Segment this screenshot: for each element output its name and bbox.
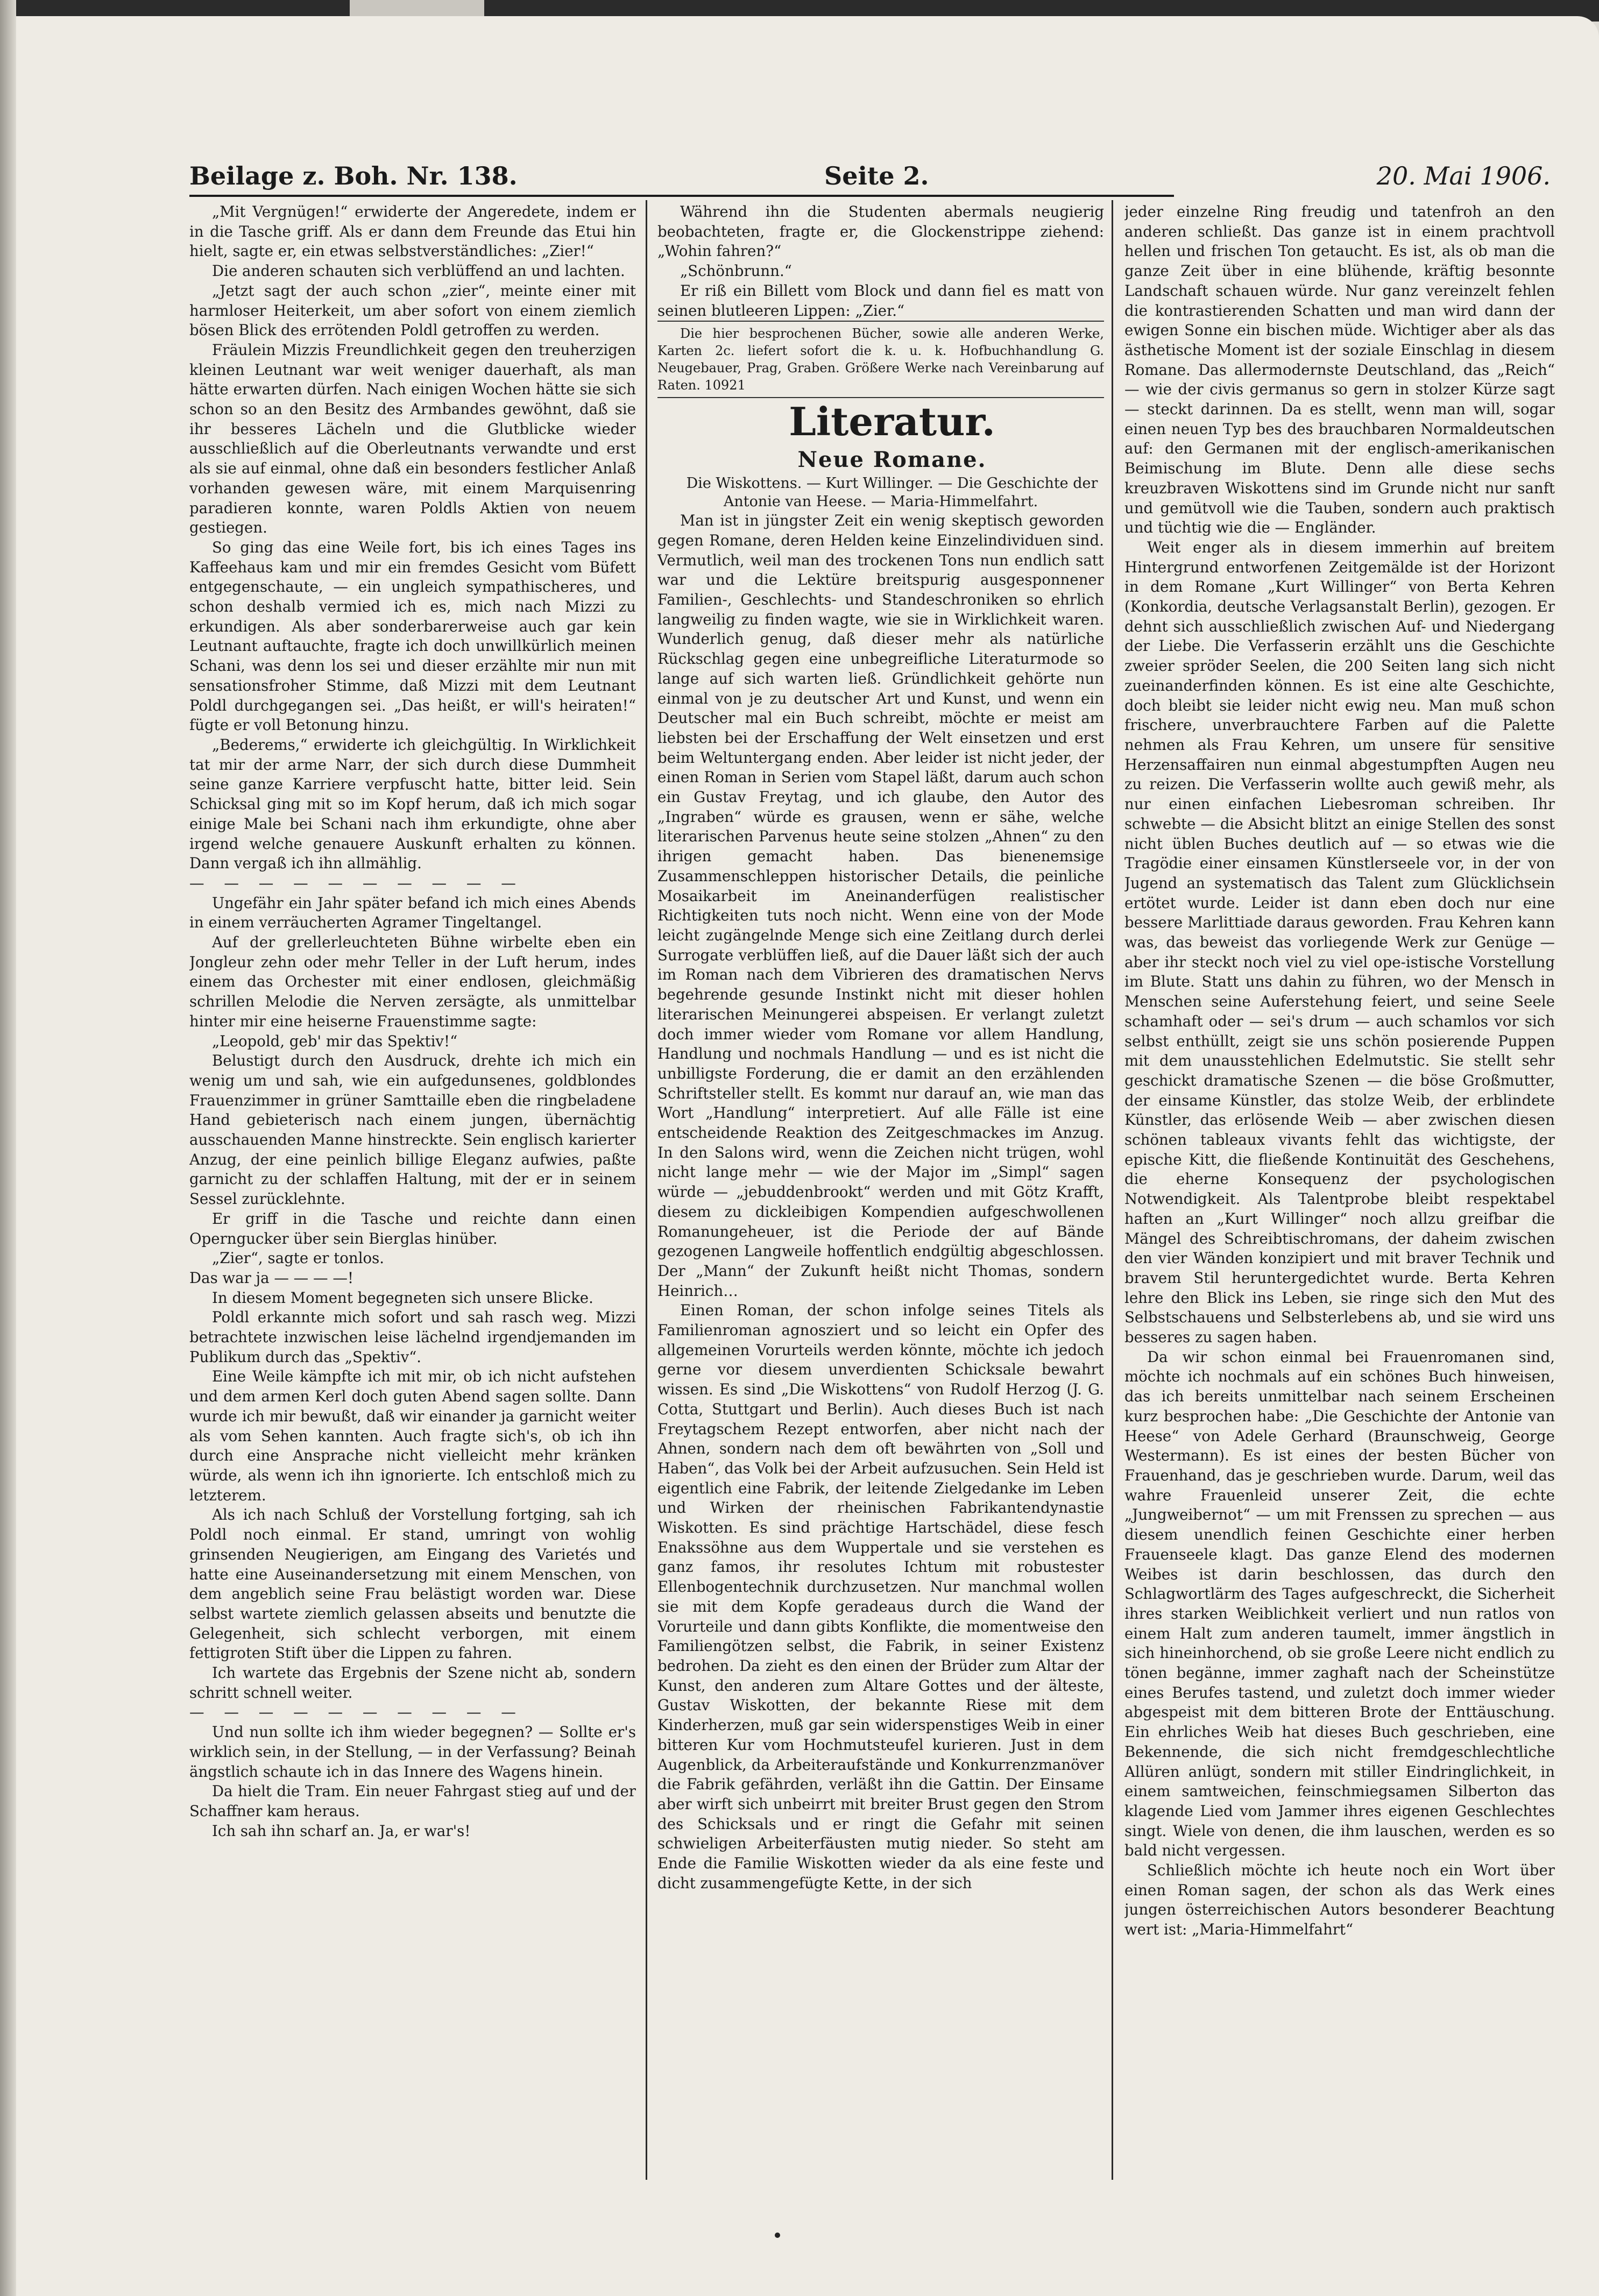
column-feuilleton — [189, 202, 636, 2263]
paragraph: Während ihn die Studenten abermals neugierig beobachteten, fragte er, die Glockenstrippe ziehend: „Wohin fahren?“ — [657, 203, 1104, 260]
column-literature — [657, 202, 1104, 2263]
paragraph: „Bederems,“ erwiderte ich gleichgültig. In Wirklichkeit tat mir der arme Narr, der sich durch diese Dummheit seine ganze Karriere verpfuscht hatte, bitter leid. Sein Schicksal ging mit so im Kopf herum, daß ich mich sogar einige Male bei Schani nach ihm erkundigte, ohne aber irgend welche genauere Auskunft erhalten zu können. Dann vergaß ich ihn allmählig. — [189, 735, 636, 873]
header-date: 20. Mai 1906. — [1376, 161, 1551, 190]
paragraph: Er riß ein Billett vom Block und dann fiel es matt von seinen blutleeren Lippen: „Zier.“ — [657, 281, 1104, 320]
paragraph: In diesem Moment begegneten sich unsere Blicke. — [212, 1288, 593, 1307]
print-speck — [775, 2233, 780, 2238]
paragraph: jeder einzelne Ring freudig und tatenfroh an den anderen schließt. Das ganze ist in einem prachtvoll hellen und frischen Ton getaucht. Es ist, als ob man die ganze Zeit über in eine blühende, kräftig besonnte Landschaft schauen würde. Nur ganz vereinzelt fehlen die kontrastierenden Schatten und man wird dann der ewigen Sonne ein bischen müde. Wichtiger aber als das ästhetische Moment ist der soziale Einschlag in diesem Romane. Das allermodernste Deutschland, das „Reich“ — wie der civis germanus so gern in stolzer Kürze sagt — steckt darinnen. Da es stellt, wenn man will, sogar einen neuen Typ bes des brauchbaren Normaldeutschen auf: den Germanen mit der englisch-amerikanischen Beimischung im Blute. Denn alle diese sechs kreuzbraven Wiskottens sind im Grunde nicht nur sanft und gemütvoll wie die Tauben, sondern auch praktisch und tüchtig wie die — Engländer. — [1124, 203, 1555, 537]
paragraph: Ungefähr ein Jahr später befand ich mich eines Abends in einem verräucherten Agramer Tingeltangel. — [189, 894, 636, 932]
paragraph: „Mit Vergnügen!“ erwiderte der Angeredete, indem er in die Tasche griff. Als er dann dem Freunde das Etui hin hielt, sagte er, ein etwas selbstverständliches: „Zier!“ — [189, 203, 636, 260]
paragraph: „Schönbrunn.“ — [680, 262, 792, 280]
paragraph: Da wir schon einmal bei Frauenromanen sind, möchte ich nochmals auf ein schönes Buch hinweisen, das ich bereits unmittelbar nach seinem Erscheinen kurz besprochen habe: „Die Geschichte der Antonie van Heese“ von Adele Gerhard (Braunschweig, George Westermann). Es ist eines der besten Bücher von Frauenhand, das je geschrieben wurde. Darum, weil das wahre Frauenleid unserer Zeit, die echte „Jungweibernot“ — um mit Frenssen zu sprechen — aus diesem unendlich feinen Geschichte einer herben Frauenseele klagt. Das ganze Elend des modernen Weibes ist darin beschlossen, das durch den Schlagwortlärm des Tages aufgeschreckt, die Sicherheit ihres starken Weiblichkeit verliert und nun ratlos von einem Halt zum anderen taumelt, immer ängstlich in sich hineinhorchend, ob sie große Leere nicht endlich zu tönen begänne, immer zaghaft nach der Scheinstütze eines Berufes tastend, und zuletzt doch immer wieder abgespeist mit dem bitteren Brote der Enttäuschung. Ein ehrliches Weib hat dieses Buch geschrieben, eine Bekennende, die sich nicht fremdgeschlechtliche Allüren anlügt, sondern mit stiller Eindringlichkeit, in einem samtweichen, feinschmiegsamen Silberton das klagende Lied vom Jammer ihres eigenen Geschlechtes singt. Wiele von denen, die ihm lauschen, werden es so bald nicht vergessen. — [1124, 1348, 1555, 1860]
header-page-number: Seite 2. — [824, 161, 929, 190]
paragraph: Ich wartete das Ergebnis der Szene nicht ab, sondern schritt schnell weiter. — [189, 1664, 636, 1702]
column-literature-continued — [1124, 202, 1555, 2263]
paragraph: Ich sah ihn scharf an. Ja, er war's! — [212, 1822, 471, 1840]
paragraph: Auf der grellerleuchteten Bühne wirbelte eben ein Jongleur zehn oder mehr Teller in der Luft herum, indes einem das Orchester mit einer endlosen, gleichmäßig schrillen Melodie die Nerven zersägte, als unmittelbar hinter mir eine heiserne Frauenstimme sagte: — [189, 933, 636, 1030]
paragraph: Die anderen schauten sich verblüffend an und lachten. — [212, 262, 625, 280]
paragraph: Er griff in die Tasche und reichte dann einen Operngucker über sein Bierglas hinüber. — [189, 1209, 636, 1248]
paragraph: Da hielt die Tram. Ein neuer Fahrgast stieg auf und der Schaffner kam heraus. — [189, 1782, 636, 1820]
paragraph: So ging das eine Weile fort, bis ich eines Tages ins Kaffeehaus kam und mir ein fremdes Gesicht vom Büfett entgegenschaute, — ein ungleich sympathischeres, und schon deshalb vermied ich es, mich nach Mizzi zu erkundigen. Als aber sonderbarerweise auch gar kein Leutnant auftauchte, fragte ich doch unwillkürlich meinen Schani, was denn los sei und dieser erzählte mir nun mit sensationsfroher Stimme, daß Mizzi mit dem Leutnant Poldl durchgegangen sei. „Das heißt, er will's heiraten!“ fügte er voll Betonung hinzu. — [189, 538, 636, 734]
column-divider-1 — [646, 200, 647, 2180]
paragraph: Man ist in jüngster Zeit ein wenig skeptisch geworden gegen Romane, deren Helden keine Einzelindividuen sind. Vermutlich, weil man des trockenen Tons nun endlich satt war und die Lektüre breitspurig ausgesponnener Familien-, Geschlechts- und Standeschroniken so ehrlich langweilig zu finden wagte, wie sie in Wirklichkeit waren. Wunderlich genug, daß dieser mehr als natürliche Rückschlag gegen eine unbegreifliche Literaturmode so lange auf sich warten ließ. Gründlichkeit gehörte nun einmal von je zu deutscher Art und Kunst, und wenn ein Deutscher mal ein Buch schreibt, möchte er meist am liebsten bei der Erschaffung der Welt einsetzen und erst beim Weltuntergang enden. Aber leider ist nicht jeder, der einen Roman in Serien vom Stapel läßt, darum auch schon ein Gustav Freytag, und ich glaube, den Autor des „Ingraben“ würde es grausen, wenn er sähe, welche literarischen Parvenus heute seine stolzen „Ahnen“ zu den ihrigen gemacht haben. Das bienenemsige Zusammenschleppen historischer Details, die peinliche Mosaikarbeit im Aneinanderfügen realistischer Richtigkeiten tuts noch nicht. Wenn eine von der Mode leicht zugängelnde Menge sich eine Zeitlang durch derlei Surrogate verblüffen ließ, auf die Dauer läßt sich der auch im Roman nach dem Vibrieren des dramatischen Nervs begehrende gesunde Instinkt nicht mit dieser hohlen literarischen Meinungerei abspeisen. Er verlangt zuletzt doch immer wieder vom Romane vor allem Handlung, Handlung und nochmals Handlung — und es ist nicht die unbilligste Forderung, die er damit an den erzählenden Schriftsteller stellt. Es kommt nur darauf an, wie man das Wort „Handlung“ interpretiert. Auf alle Fälle ist eine entscheidende Reaktion des Zeitgeschmackes im Anzug. In den Salons wird, wenn die Zeichen nicht trügen, wohl nicht lange mehr — wie der Major im „Simpl“ sagen würde — „jebuddenbrookt“ werden und mit Götz Krafft, diesem zu dickleibigen Kompendien aufgeschwollenen Romanungeheuer, ist die Periode der auf Bände gezogenen Langweile hoffentlich endgültig abgeschlossen. Der „Mann“ der Zukunft heißt nicht Thomas, sondern Heinrich… — [657, 512, 1104, 1300]
page-header — [189, 161, 1551, 199]
paragraph: Und nun sollte ich ihm wieder begegnen? — Sollte er's wirklich sein, in der Stellung, — in der Verfassung? Beinah ängstlich schaute ich in das Innere des Wagens hinein. — [189, 1723, 636, 1781]
paragraph: „Leopold, geb' mir das Spektiv!“ — [212, 1032, 458, 1050]
paragraph: „Jetzt sagt der auch schon „zier“, meinte einer mit harmloser Heiterkeit, um aber sofort von einem ziemlich bösen Blick des errötenden Poldl getroffen zu werden. — [189, 281, 636, 339]
header-rule — [189, 195, 1174, 197]
section-break: — — — — — — — — — — — [189, 874, 523, 892]
paragraph: „Zier“, sagte er tonlos. — [212, 1249, 385, 1267]
section-break: — — — — — — — — — — — [189, 1703, 523, 1721]
paragraph: Weit enger als in diesem immerhin auf breitem Hintergrund entworfenen Zeitgemälde ist der Horizont in dem Romane „Kurt Willinger“ von Berta Kehren (Konkordia, deutsche Verlagsanstalt Berlin), gezogen. Er dehnt sich ausschließlich zwischen Auf- und Niedergang der Liebe. Die Verfasserin erzählt uns die Geschichte zweier spröder Seelen, die 200 Seiten lang sich nicht zueinanderfinden können. Es ist eine alte Geschichte, doch bleibt sie leider nicht ewig neu. Man muß schon frischere, unverbrauchtere Farben auf die Palette nehmen als Frau Kehren, um unsere für sensitive Herzensaffairen nun einmal abgestumpften Augen neu zu reizen. Die Verfasserin wollte auch gewiß mehr, als nur einen einfachen Liebesroman schreiben. Ihr schwebte — die Absicht blitzt an einige Stellen des sonst nicht üblen Buches deutlich auf — so etwas wie die Tragödie einer einsamen Künstlerseele vor, in der von Jugend an systematisch das Talent zum Glücklichsein ertötet wurde. Leider ist dann eben doch nur eine bessere Marlittiade daraus geworden. Frau Kehren kann was, das beweist das vorliegende Werk zur Genüge — aber ihr steckt noch viel zu viel ope-istische Vorstellung im Blute. Statt uns dahin zu führen, wo der Mensch in Menschen seine Auferstehung feiert, und seine Seele schamhaft oder — sei's drum — auch schamlos vor sich selbst enthüllt, zeigt sie uns schön posierende Puppen mit dem unausstehlichen Edelmutstic. Sie stellt sehr geschickt dramatische Szenen — die böse Großmutter, der einsame Künstler, das stolze Weib, der erblindete Künstler, das erlösende Weib — aber zwischen diesen schönen tableaux vivants fehlt das wichtigste, der epische Kitt, die fließende Kontinuität des Geschehens, die eherne Konsequenz der psychologischen Notwendigkeit. Als Talentprobe bleibt respektabel haften an „Kurt Willinger“ noch allzu greifbar die Mängel des Schreibtischromans, der daheim zwischen den vier Wänden konzipiert und mit braver Technik und bravem Stil heruntergedichtet wurde. Berta Kehren lehre den Blick ins Leben, sie ringe sich den Mut des Selbstschauens und Selbsterlebens ab, und sie wird uns besseres zu sagen haben. — [1124, 538, 1555, 1347]
paragraph: Belustigt durch den Ausdruck, drehte ich mich ein wenig um und sah, wie ein aufgedunsenes, goldblondes Frauenzimmer in grüner Samttaille eben die ringbeladene Hand gebieterisch nach einem jungen, übernächtig ausschauenden Manne hinstreckte. Sein englisch karierter Anzug, der eine peinlich billige Eleganz aufwies, paßte garnicht zu der schlaffen Haltung, mit der er in seinem Sessel zurücklehnte. — [189, 1052, 636, 1208]
paragraph: Eine Weile kämpfte ich mit mir, ob ich nicht aufstehen und dem armen Kerl doch guten Abend sagen sollte. Dann wurde ich mir bewußt, daß wir einander ja garnicht weiter als vom Sehen kannten. Auch fragte sich's, ob ich ihn durch eine Ansprache nicht vielleicht mehr kränken würde, als wenn ich ihn ignorierte. Ich entschloß mich zu letzterem. — [189, 1367, 636, 1504]
paragraph: Das war ja — — — —! — [189, 1269, 354, 1287]
paragraph: Fräulein Mizzis Freundlichkeit gegen den treuherzigen kleinen Leutnant war weit weniger dauerhaft, als man hätte erwarten dürfen. Nach einigen Wochen hätte sie sich schon so an den Besitz des Armbandes gewöhnt, daß sie ihr besseres Lächeln und die Glutblicke wieder ausschließlich auf die Oberleutnants verwandte und erst als sie auf einmal, ohne daß ein besonders festlicher Anlaß vorhanden gewesen wäre, mit einem Marquisenring paradieren konnte, waren Poldls Aktien von neuem gestiegen. — [189, 341, 636, 537]
column-divider-2 — [1112, 200, 1113, 2180]
paragraph: Als ich nach Schluß der Vorstellung fortging, sah ich Poldl noch einmal. Er stand, umringt von wohlig grinsenden Neugierigen, am Eingang des Varietés und hatte eine Auseinandersetzung mit einem Menschen, von dem angeblich seine Frau belästigt worden war. Diese selbst wartete ziemlich gelassen abseits und benutzte die Gelegenheit, sich schlecht verborgen, mit einem fettigroten Stift über die Lippen zu fahren. — [189, 1506, 636, 1662]
paragraph: Schließlich möchte ich heute noch ein Wort über einen Roman sagen, der schon als das Werk eines jungen österreichischen Autors besonderer Beachtung wert ist: „Maria-Himmelfahrt“ — [1124, 1861, 1555, 1939]
section-subtitle: Neue Romane. — [797, 447, 987, 473]
reviewed-books-list: Die Wiskottens. — Kurt Willinger. — Die Geschichte der Antonie van Heese. — Maria-Himmelfahrt. — [686, 475, 1098, 511]
section-title: Literatur. — [789, 399, 995, 445]
bookshop-notice: Die hier besprochenen Bücher, sowie alle anderen Werke, Karten 2c. liefert sofort die k. u. k. Hofbuchhandlung G. Neugebauer, Prag, Graben. Größere Werke nach Vereinbarung auf Raten. 10921 — [657, 321, 1104, 398]
header-issue: Beilage z. Boh. Nr. 138. — [189, 161, 518, 190]
paragraph: Einen Roman, der schon infolge seines Titels als Familienroman agnosziert und so leicht ein Opfer des allgemeinen Vorurteils werden könnte, möchte ich jedoch gerne vor diesem unverdienten Schicksale bewahrt wissen. Es sind „Die Wiskottens“ von Rudolf Herzog (J. G. Cotta, Stuttgart und Berlin). Auch dieses Buch ist nach Freytagschem Rezept entworfen, aber nicht nach der Ahnen, sondern nach dem oft bewährten von „Soll und Haben“, das Volk bei der Arbeit aufzusuchen. Sein Held ist eigentlich eine Fabrik, der leitende Zielgedanke im Leben und Wirken der rheinischen Fabrikantendynastie Wiskotten. Es sind prächtige Hartschädel, diese fesch Enakssöhne aus dem Wuppertale und sie verstehen es ganz famos, ihr resolutes Ichtum mit robustester Ellenbogentechnik durchzusetzen. Nur manchmal wollen sie mit dem Kopfe geradeaus durch die Wand der Vorurteile und dann gibts Konflikte, die momentweise den Familiengötzen selbst, die Fabrik, in seiner Existenz bedrohen. Da zieht es den einen der Brüder zum Altar der Kunst, den anderen zum Altare Gottes und der älteste, Gustav Wiskotten, der bekannte Riese mit dem Kinderherzen, muß gar sein widerspenstiges Weib in einer bitteren Kur vom Hochmutsteufel kurieren. Just in dem Augenblick, da Arbeiteraufstände und Konkurrenzmanöver die Fabrik gefährden, verläßt ihn die Gattin. Der Einsame aber wirft sich unbeirrt mit breiter Brust gegen den Strom des Schicksals und er ringt die Gefahr mit seinen schwieligen Arbeiterfäusten mutig nieder. So steht am Ende die Familie Wiskotten wieder da als eine feste und dicht zusammengefügte Kette, in der sich — [657, 1301, 1104, 1892]
scan-edge-left — [0, 0, 16, 2296]
paragraph: Poldl erkannte mich sofort und sah rasch weg. Mizzi betrachtete inzwischen leise lächelnd irgendjemanden im Publikum durch das „Spektiv“. — [189, 1308, 636, 1366]
